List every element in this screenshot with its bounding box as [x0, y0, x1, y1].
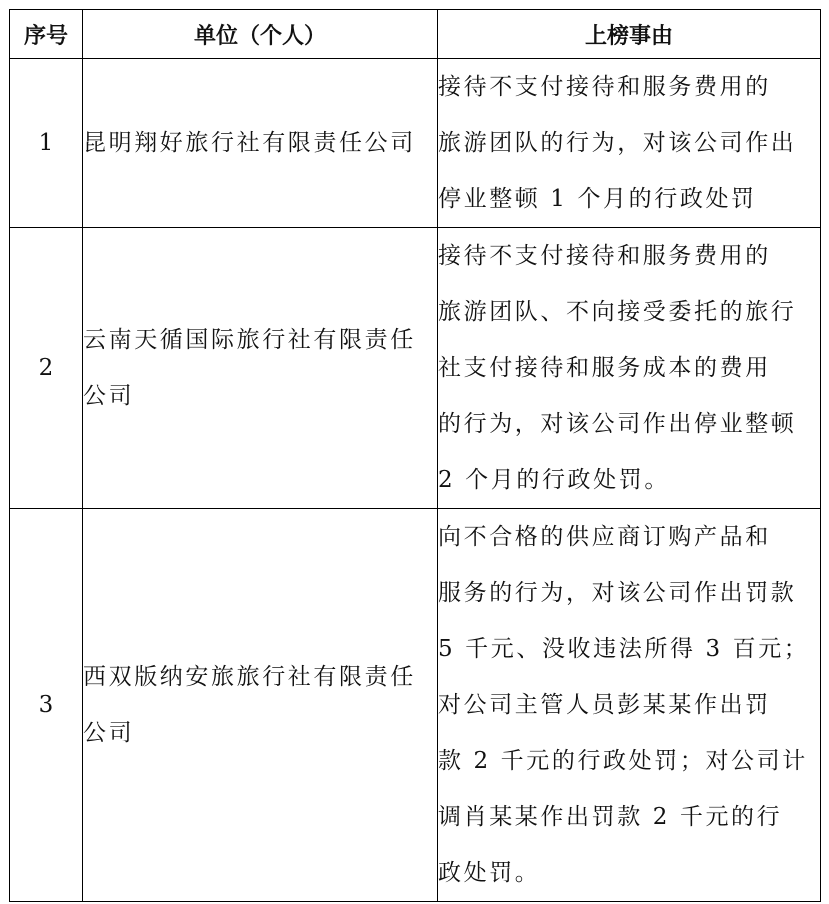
- reason-line: 停业整顿 1 个月的行政处罚: [438, 186, 757, 212]
- reason-line: 对公司主管人员彭某某作出罚: [438, 692, 771, 718]
- reason-line: 社支付接待和服务成本的费用: [438, 355, 771, 381]
- reason-line: 的行为，对该公司作出停业整顿: [438, 411, 797, 437]
- reason-line: 接待不支付接待和服务费用的: [438, 243, 771, 269]
- reason-line: 调肖某某作出罚款 2 千元的行: [438, 804, 783, 830]
- table-row: [10, 59, 821, 228]
- row-reason: [438, 509, 821, 902]
- reason-line: 款 2 千元的行政处罚；对公司计: [438, 748, 808, 774]
- reason-line: 5 千元、没收违法所得 3 百元；: [438, 636, 810, 662]
- row-unit: 云南天循国际旅行社有限责任公司: [83, 228, 438, 509]
- row-index: 2: [10, 228, 83, 509]
- reason-line: 向不合格的供应商订购产品和: [438, 524, 771, 550]
- row-reason: [438, 228, 821, 509]
- reason-line: 接待不支付接待和服务费用的: [438, 74, 771, 100]
- header-row: [10, 10, 821, 59]
- reason-line: 旅游团队的行为，对该公司作出: [438, 130, 797, 156]
- row-unit: 昆明翔好旅行社有限责任公司: [83, 59, 438, 228]
- row-unit: 西双版纳安旅旅行社有限责任公司: [83, 509, 438, 902]
- reason-line: 旅游团队、不向接受委托的旅行: [438, 299, 797, 325]
- table-row: [10, 509, 821, 902]
- header-index: 序号: [10, 10, 83, 59]
- row-index: 1: [10, 59, 83, 228]
- reason-line: 服务的行为，对该公司作出罚款: [438, 580, 797, 606]
- row-index: 3: [10, 509, 83, 902]
- reason-line: 2 个月的行政处罚。: [438, 467, 670, 493]
- reason-line: 政处罚。: [438, 860, 541, 886]
- table-row: [10, 228, 821, 509]
- listing-table: [9, 9, 821, 902]
- header-reason: 上榜事由: [438, 10, 821, 59]
- row-reason: [438, 59, 821, 228]
- header-unit: 单位（个人）: [83, 10, 438, 59]
